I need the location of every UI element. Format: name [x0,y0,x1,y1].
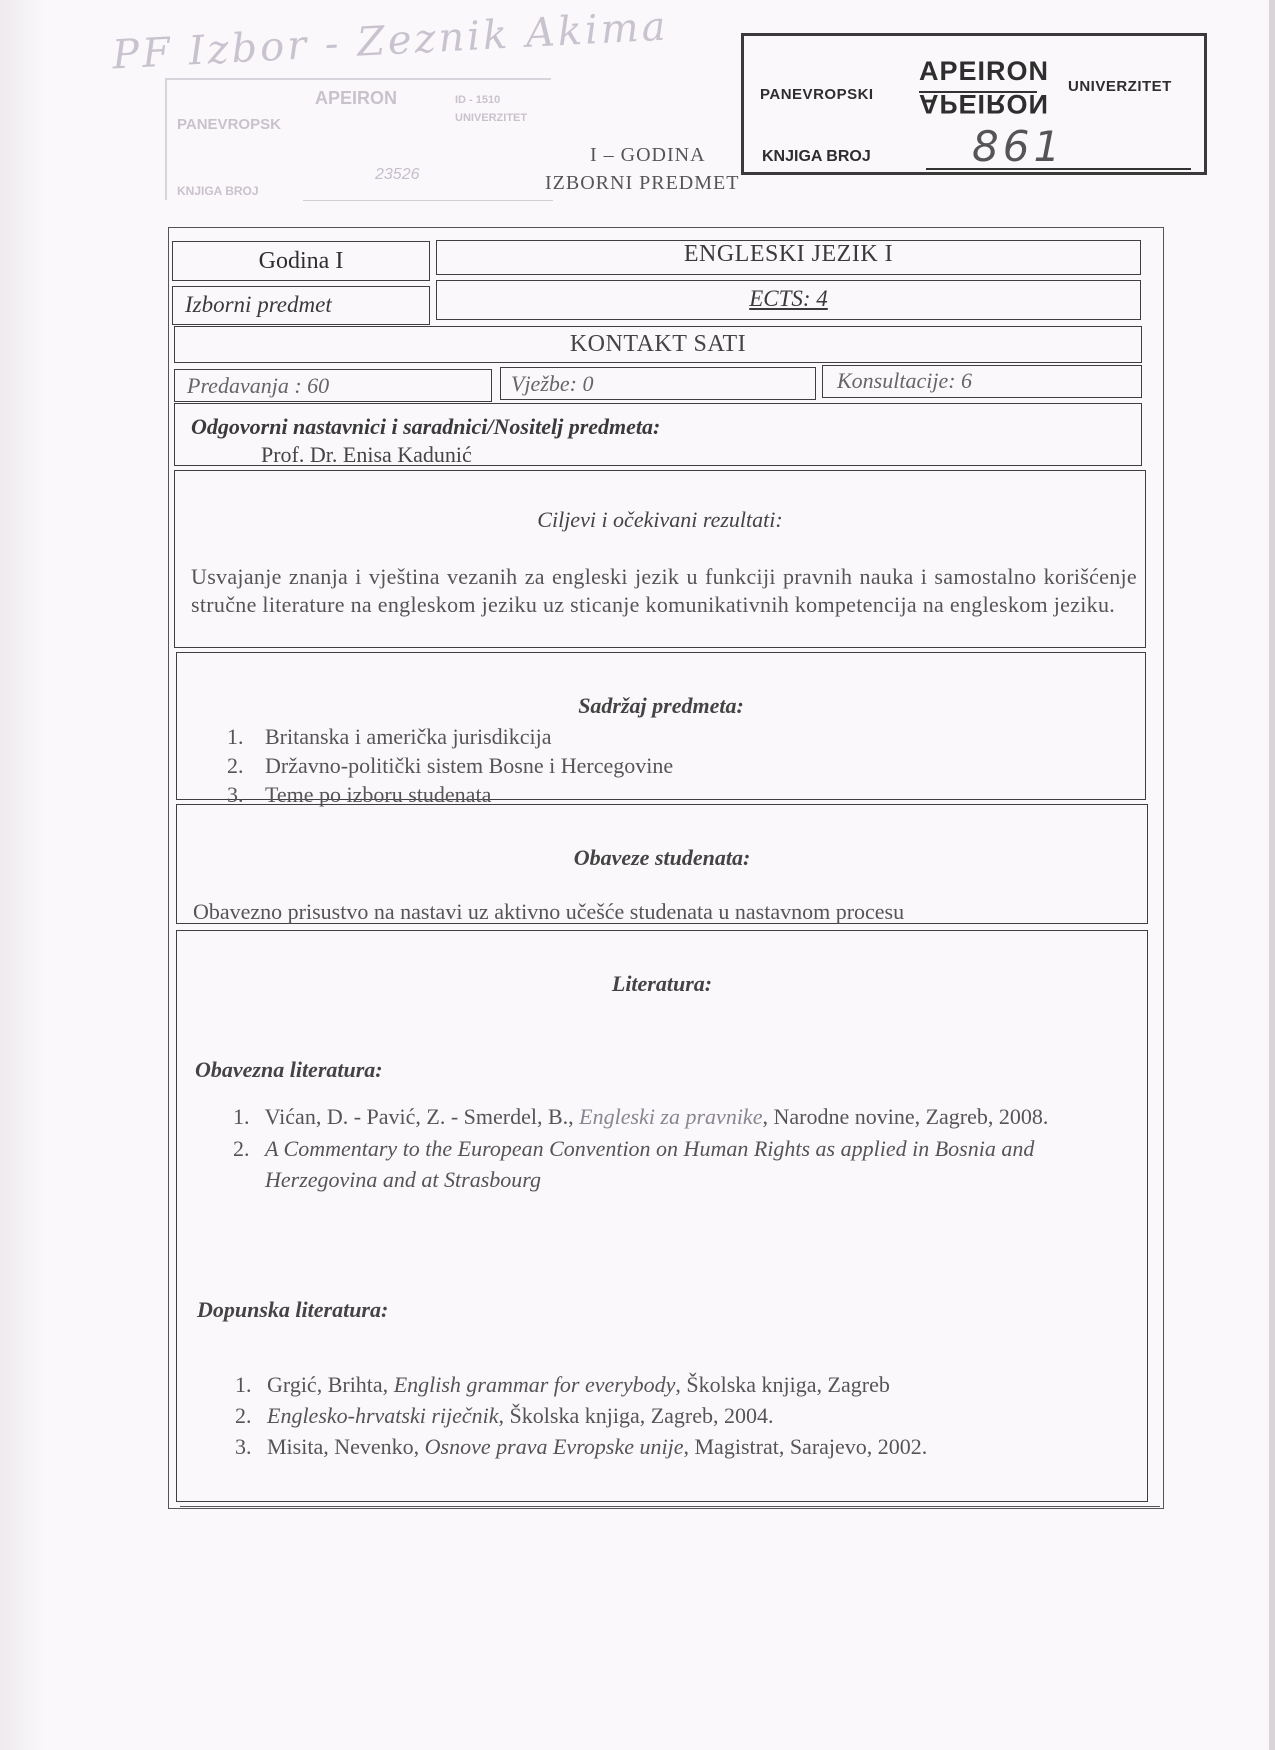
reference-item [235,1431,927,1462]
obaveze-heading: Obaveze studenata: [573,845,751,870]
dopunska-literatura-list [235,1369,927,1462]
reference-number: 2. [235,1403,252,1428]
faded-stamp-line [303,200,553,201]
ciljevi-heading: Ciljevi i očekivani rezultati: [537,507,783,532]
vjezbe-value: Vježbe: 0 [511,371,594,396]
reference-number: 1. [233,1104,250,1129]
izborni-label: Izborni predmet [185,292,332,317]
stamp-number-line [926,168,1191,170]
kontakt-sati-label: KONTAKT SATI [569,331,747,357]
reference-title: Englesko-hrvatski riječnik [267,1403,499,1428]
reference-authors: Grgić, Brihta, [267,1372,394,1397]
faded-stamp [165,74,563,212]
header-godina: I – GODINA [590,144,706,166]
ects-value: ECTS: 4 [749,286,828,311]
konsultacije-cell [822,365,1142,398]
reference-publisher: , Narodne novine, Zagreb, 2008. [762,1104,1049,1129]
reference-item [233,1133,1113,1195]
reference-authors: Misita, Nevenko, [267,1434,425,1459]
sadrzaj-section [176,652,1146,807]
list-item-number: 1. [227,724,244,749]
kontakt-sati-cell [174,326,1142,363]
stamp-apeiron-mirror: APEIRON [919,89,1050,119]
list-item [227,722,673,751]
ects-cell [436,280,1141,320]
reference-authors: Vićan, D. - Pavić, Z. - Smerdel, B., [264,1104,580,1129]
reference-item [235,1369,927,1400]
odgovorni-section [174,403,1142,466]
list-item-text: Državno-politički sistem Bosne i Hercegovine [265,753,674,778]
konsultacije-value: Konsultacije: 6 [837,368,973,393]
dopunska-literatura-heading: Dopunska literatura: [197,1297,389,1322]
handwritten-note: PF Izbor - Zeznik Akima [111,3,670,79]
izborni-cell [172,286,430,325]
list-item-text: Britanska i američka jurisdikcija [265,724,552,749]
reference-number: 3. [235,1434,252,1459]
stamp-apeiron: APEIRON [919,56,1050,86]
ciljevi-section [174,470,1146,648]
course-title: ENGLESKI JEZIK I [683,241,894,267]
sadrzaj-list [227,722,673,809]
obavezna-literatura-heading: Obavezna literatura: [195,1057,383,1082]
vjezbe-cell [500,367,816,400]
faded-stamp-apeiron: APEIRON [315,88,398,108]
faded-stamp-univerzitet: UNIVERZITET [455,112,528,124]
stamp-panevropski: PANEVROPSKI [760,86,874,103]
stamp-univerzitet: UNIVERZITET [1068,78,1172,95]
literatura-section [176,930,1148,1502]
odgovorni-label: Odgovorni nastavnici i saradnici/Nositelj predmeta: [191,414,661,439]
course-title-cell [436,240,1141,275]
reference-number: 2. [233,1136,250,1161]
faded-stamp-panevropski: PANEVROPSK [177,116,281,133]
reference-title: Engleski za pravnike [579,1104,763,1129]
reference-number: 1. [235,1372,252,1397]
reference-title: English grammar for everybody [393,1372,676,1397]
stamp-knjiga-broj: KNJIGA BROJ [762,148,871,165]
predavanja-value: Predavanja : 60 [187,373,330,398]
faded-stamp-number: 23526 [375,166,420,183]
obaveze-section [176,804,1148,924]
scan-edge-left [0,0,46,1750]
reference-publisher: , Školska knjiga, Zagreb [675,1372,890,1397]
obavezna-literatura-list [233,1101,1113,1196]
list-item-number: 2. [227,753,244,778]
obaveze-text: Obavezno prisustvo na nastavi uz aktivno učešće studenata u nastavnom procesu [193,899,905,924]
university-stamp [741,33,1207,175]
faded-stamp-knjiga-broj: KNJIGA BROJ [177,184,259,198]
reference-title: A Commentary to the European Convention on Human Rights as applied in Bosnia and Herzegovina and at Strasbourg [265,1136,1035,1192]
sadrzaj-heading: Sadržaj predmeta: [578,693,744,718]
reference-title: Osnove prava Evropske unije [424,1434,684,1459]
reference-item [235,1400,927,1431]
reference-publisher: , Školska knjiga, Zagreb, 2004. [498,1403,774,1428]
reference-item [233,1101,1113,1132]
header-izborni-predmet: IZBORNI PREDMET [545,172,740,194]
literatura-heading: Literatura: [611,971,713,996]
faded-stamp-id: ID - 1510 [455,94,501,106]
ciljevi-text: Usvajanje znanja i vještina vezanih za engleski jezik u funkciji pravnih nauka i samostalno korišćenje stručne literature na engleskom jeziku uz sticanje komunikativnih kompetencija na engleskom jeziku. [191,564,1137,617]
predavanja-cell [174,369,492,402]
godina-label: Godina I [258,248,344,274]
list-item-number: 3. [227,782,244,807]
stamp-book-number: 861 [972,122,1065,171]
list-item-text: Teme po izboru studenata [265,782,492,807]
godina-cell [172,241,430,281]
reference-publisher: , Magistrat, Sarajevo, 2002. [683,1434,928,1459]
scan-edge-right [1269,0,1275,1750]
list-item [227,751,673,780]
odgovorni-value: Prof. Dr. Enisa Kadunić [261,442,472,467]
